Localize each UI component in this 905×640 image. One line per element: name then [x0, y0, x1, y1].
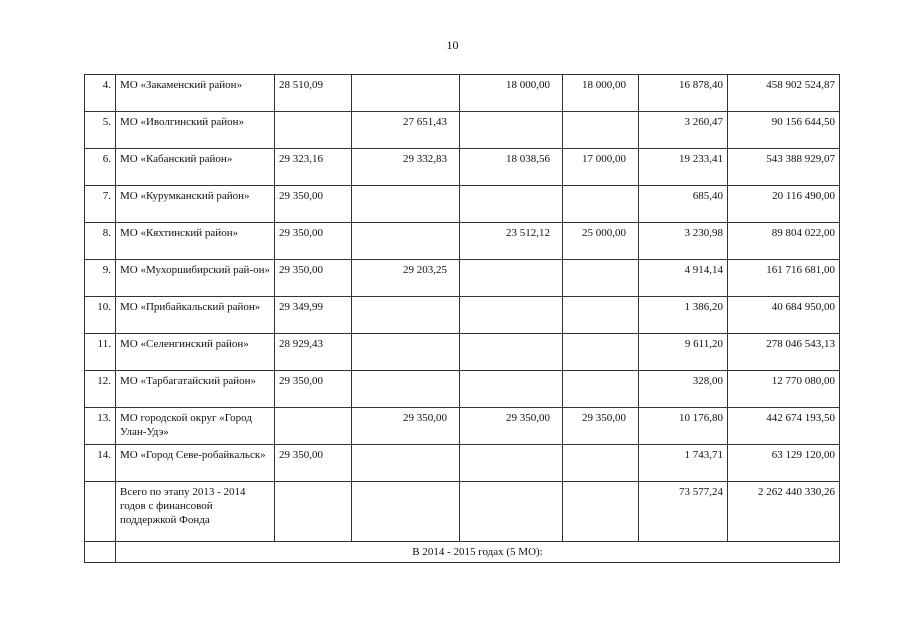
- value-cell-4: 18 000,00: [563, 75, 639, 112]
- value-cell-1: 29 350,00: [275, 186, 352, 223]
- value-cell-1: 29 350,00: [275, 223, 352, 260]
- municipality-name-cell: МО «Кабанский район»: [116, 149, 275, 186]
- row-number-cell: 12.: [85, 371, 116, 408]
- value-cell-3: 18 000,00: [460, 75, 563, 112]
- municipality-name-cell: МО «Иволгинский район»: [116, 112, 275, 149]
- total-value-cell-5: 73 577,24: [639, 482, 728, 542]
- value-cell-5: 16 878,40: [639, 75, 728, 112]
- value-cell-6: 12 770 080,00: [728, 371, 840, 408]
- value-cell-1: 29 350,00: [275, 371, 352, 408]
- row-number-cell: 9.: [85, 260, 116, 297]
- row-number-cell: 10.: [85, 297, 116, 334]
- value-cell-2: 27 651,43: [352, 112, 460, 149]
- value-cell-3: 18 038,56: [460, 149, 563, 186]
- value-cell-5: 1 743,71: [639, 445, 728, 482]
- value-cell-3: [460, 186, 563, 223]
- value-cell-1: 29 350,00: [275, 260, 352, 297]
- value-cell-2: [352, 371, 460, 408]
- value-cell-3: [460, 445, 563, 482]
- value-cell-6: 458 902 524,87: [728, 75, 840, 112]
- row-number-cell: 13.: [85, 408, 116, 445]
- municipality-name-cell: МО «Мухоршибирский рай-он»: [116, 260, 275, 297]
- value-cell-2: [352, 297, 460, 334]
- value-cell-2: [352, 445, 460, 482]
- municipality-name-cell: МО «Кяхтинский район»: [116, 223, 275, 260]
- municipality-name-cell: МО «Город Севе-робайкальск»: [116, 445, 275, 482]
- table-row: [85, 408, 840, 445]
- row-number-cell: 8.: [85, 223, 116, 260]
- total-value-cell-6: 2 262 440 330,26: [728, 482, 840, 542]
- empty-cell: [460, 482, 563, 542]
- value-cell-4: [563, 112, 639, 149]
- value-cell-5: 328,00: [639, 371, 728, 408]
- table-row: [85, 112, 840, 149]
- value-cell-2: 29 203,25: [352, 260, 460, 297]
- value-cell-1: 29 350,00: [275, 445, 352, 482]
- value-cell-5: 3 230,98: [639, 223, 728, 260]
- row-number-cell: 6.: [85, 149, 116, 186]
- row-number-cell: 11.: [85, 334, 116, 371]
- value-cell-6: 161 716 681,00: [728, 260, 840, 297]
- empty-cell: [85, 482, 116, 542]
- municipality-name-cell: МО городской округ «Город Улан-Удэ»: [116, 408, 275, 445]
- table-row: [85, 75, 840, 112]
- value-cell-6: 543 388 929,07: [728, 149, 840, 186]
- total-row: [85, 482, 840, 542]
- data-table: [84, 74, 840, 563]
- municipality-name-cell: МО «Тарбагатайский район»: [116, 371, 275, 408]
- section-row: [85, 542, 840, 563]
- value-cell-2: [352, 75, 460, 112]
- value-cell-1: [275, 408, 352, 445]
- value-cell-4: [563, 445, 639, 482]
- value-cell-1: 28 510,09: [275, 75, 352, 112]
- value-cell-6: 90 156 644,50: [728, 112, 840, 149]
- table-row: [85, 186, 840, 223]
- value-cell-3: 23 512,12: [460, 223, 563, 260]
- value-cell-1: [275, 112, 352, 149]
- value-cell-3: [460, 112, 563, 149]
- value-cell-5: 685,40: [639, 186, 728, 223]
- value-cell-1: 29 323,16: [275, 149, 352, 186]
- value-cell-4: [563, 371, 639, 408]
- value-cell-5: 9 611,20: [639, 334, 728, 371]
- table-row: [85, 260, 840, 297]
- empty-cell: [275, 482, 352, 542]
- municipality-name-cell: МО «Закаменский район»: [116, 75, 275, 112]
- value-cell-3: [460, 297, 563, 334]
- municipality-name-cell: МО «Селенгинский район»: [116, 334, 275, 371]
- value-cell-4: 17 000,00: [563, 149, 639, 186]
- value-cell-4: [563, 334, 639, 371]
- value-cell-4: [563, 186, 639, 223]
- value-cell-2: [352, 223, 460, 260]
- value-cell-1: 29 349,99: [275, 297, 352, 334]
- empty-cell: [85, 542, 116, 563]
- value-cell-3: [460, 260, 563, 297]
- table-body: [85, 75, 840, 563]
- value-cell-5: 1 386,20: [639, 297, 728, 334]
- value-cell-4: 29 350,00: [563, 408, 639, 445]
- municipality-name-cell: МО «Прибайкальский район»: [116, 297, 275, 334]
- value-cell-5: 19 233,41: [639, 149, 728, 186]
- value-cell-2: [352, 334, 460, 371]
- page-number: 10: [446, 38, 459, 52]
- value-cell-2: [352, 186, 460, 223]
- value-cell-6: 442 674 193,50: [728, 408, 840, 445]
- value-cell-2: 29 332,83: [352, 149, 460, 186]
- value-cell-6: 40 684 950,00: [728, 297, 840, 334]
- empty-cell: [352, 482, 460, 542]
- table-row: [85, 371, 840, 408]
- table-row: [85, 149, 840, 186]
- value-cell-6: 278 046 543,13: [728, 334, 840, 371]
- row-number-cell: 14.: [85, 445, 116, 482]
- section-heading-cell: В 2014 - 2015 годах (5 МО):: [116, 542, 840, 563]
- value-cell-4: [563, 297, 639, 334]
- total-label-cell: Всего по этапу 2013 - 2014 годов с финансовой поддержкой Фонда: [116, 482, 275, 542]
- value-cell-4: 25 000,00: [563, 223, 639, 260]
- value-cell-5: 4 914,14: [639, 260, 728, 297]
- table-row: [85, 223, 840, 260]
- table-row: [85, 334, 840, 371]
- value-cell-5: 3 260,47: [639, 112, 728, 149]
- municipality-name-cell: МО «Курумканский район»: [116, 186, 275, 223]
- value-cell-2: 29 350,00: [352, 408, 460, 445]
- value-cell-5: 10 176,80: [639, 408, 728, 445]
- value-cell-3: 29 350,00: [460, 408, 563, 445]
- row-number-cell: 5.: [85, 112, 116, 149]
- value-cell-4: [563, 260, 639, 297]
- row-number-cell: 7.: [85, 186, 116, 223]
- value-cell-3: [460, 334, 563, 371]
- row-number-cell: 4.: [85, 75, 116, 112]
- empty-cell: [563, 482, 639, 542]
- value-cell-6: 89 804 022,00: [728, 223, 840, 260]
- table-row: [85, 445, 840, 482]
- value-cell-1: 28 929,43: [275, 334, 352, 371]
- value-cell-3: [460, 371, 563, 408]
- value-cell-6: 63 129 120,00: [728, 445, 840, 482]
- value-cell-6: 20 116 490,00: [728, 186, 840, 223]
- table-row: [85, 297, 840, 334]
